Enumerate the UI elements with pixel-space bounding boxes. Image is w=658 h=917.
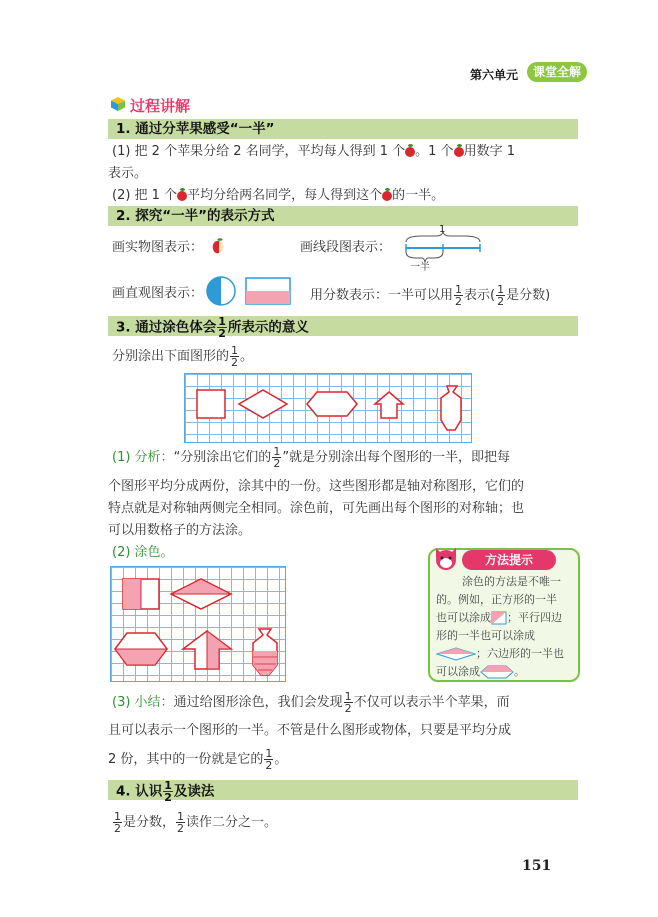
s2-real-label: 画实物图表示： (112, 240, 204, 255)
apple-icon (382, 191, 392, 201)
tip-hexagon-figure (480, 665, 514, 679)
s3-task: 分别涂出下面图形的 $\frac{1}{2}$ 。 (112, 344, 254, 369)
page-number: 151 (522, 858, 552, 874)
s1-line1: (1) 把 2 个苹果分给 2 名同学，平均每人得到 1 个 。1 个 用数字 1 (112, 144, 515, 159)
s3-summary-line1: (3) 小结：通过给图形涂色，我们会发现 $\frac{1}{2}$ 不仅可以表示半个苹果，而 (112, 690, 510, 715)
painted-shapes (111, 567, 285, 681)
fraction-one-half: $\frac{1}{2}$ (114, 810, 121, 835)
tip-line2: 的。例如，正方形的一半 (436, 593, 557, 606)
tip-square-figure (491, 611, 507, 625)
tip-line1: 涂色的方法是不唯一 (462, 575, 561, 588)
tip-line3: 也可以涂成 ；平行四边 (436, 611, 562, 624)
s3-analysis-line4: 可以用数格子的方法涂。 (108, 523, 252, 538)
section-1-bar: 1. 通过分苹果感受“一半” (108, 119, 578, 139)
tip-rhombus-figure (436, 647, 476, 661)
s2-fraction-line: 用分数表示：一半可以用 $\frac{1}{2}$ 表示( $\frac{1}{2}$ 是分数) (310, 283, 551, 308)
s3-analysis-line1: (1) 分析：“分别涂出它们的 $\frac{1}{2}$ ”就是分别涂出每个图形的一半，即把每 (112, 445, 511, 470)
s2-area-label: 画直观图表示： (112, 286, 204, 301)
s1-line2: 表示。 (108, 166, 148, 181)
apple-icon (405, 147, 415, 157)
s3-analysis-line2: 个图形平均分成两份，涂其中的一份。这些图形都是轴对称图形，它们的 (108, 479, 525, 494)
s3-summary-line3: 2 份，其中的一份就是它的 $\frac{1}{2}$ 。 (108, 747, 288, 772)
fox-mascot-icon (432, 544, 460, 572)
s4-line: $\frac{1}{2}$ 是分数， $\frac{1}{2}$ 读作二分之一。 (114, 810, 278, 835)
fraction-one-half: $\frac{1}{2}$ (218, 315, 226, 340)
fraction-one-half: $\frac{1}{2}$ (273, 445, 281, 470)
section-2-bar: 2. 探究“一半”的表示方式 (108, 206, 578, 226)
header-tag: 课堂全解 (527, 62, 587, 82)
tip-line5: ；六边形的一半也 (436, 645, 564, 663)
s3-summary-line2: 且可以表示一个图形的一半。不管是什么图形或物体，只要是平均分成 (108, 723, 512, 738)
fraction-one-half: $\frac{1}{2}$ (177, 810, 185, 835)
fraction-one-half: $\frac{1}{2}$ (497, 283, 505, 308)
s3-paint-label: (2) 涂色。 (112, 545, 174, 560)
blank-shapes (185, 374, 471, 442)
shapes-grid-blank (184, 373, 472, 443)
fraction-one-half: $\frac{1}{2}$ (164, 779, 172, 804)
section-3-bar: 3. 通过涂色体会 $\frac{1}{2}$ 所表示的意义 (108, 316, 578, 336)
tip-line6: 可以涂成 。 (436, 665, 525, 678)
fraction-one-half: $\frac{1}{2}$ (344, 690, 352, 715)
shapes-grid-painted (110, 566, 286, 682)
section-title: 过程讲解 (130, 97, 191, 115)
s1-line3: (2) 把 1 个 平均分给两名同学，每人得到这个 的一半。 (112, 188, 445, 203)
half-apple-icon (212, 237, 226, 255)
fraction-one-half: $\frac{1}{2}$ (231, 344, 239, 369)
apple-icon (177, 191, 187, 201)
fraction-one-half: $\frac{1}{2}$ (265, 747, 273, 772)
method-tip-title: 方法提示 (462, 550, 556, 570)
half-circle-figure (205, 275, 237, 307)
apple-icon (454, 147, 464, 157)
s2-line-label: 画线段图表示： (300, 240, 392, 255)
segment-one-label: 1 (439, 224, 446, 235)
unit-label: 第六单元 (470, 68, 519, 82)
half-rect-figure (245, 277, 291, 305)
section-4-bar: 4. 认识 $\frac{1}{2}$ 及读法 (108, 780, 578, 800)
segment-half-label: 一半 (410, 262, 430, 273)
cube-icon (110, 96, 126, 112)
tip-line4: 形的一半也可以涂成 (436, 629, 535, 642)
s3-analysis-line3: 特点就是对称轴两侧完全相同。涂色前，可先画出每个图形的对称轴；也 (108, 501, 525, 516)
fraction-one-half: $\frac{1}{2}$ (455, 283, 463, 308)
